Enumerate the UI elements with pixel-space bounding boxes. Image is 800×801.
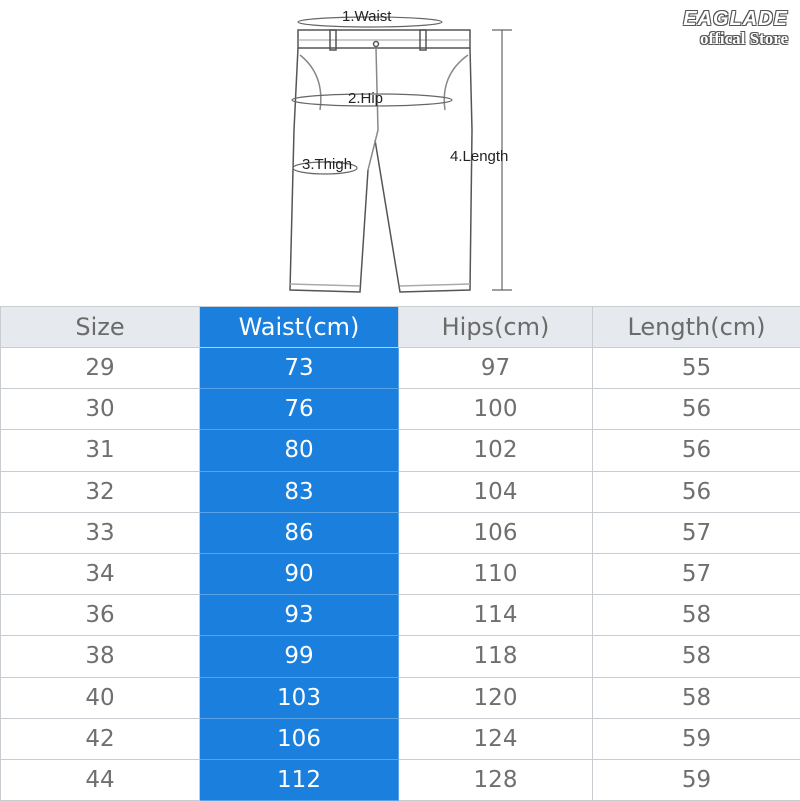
hip-label: 2.Hip: [348, 90, 383, 107]
table-row: [1, 512, 800, 553]
cell-length: 56: [593, 471, 800, 512]
cell-length: 56: [593, 430, 800, 471]
cell-length: 56: [593, 389, 800, 430]
cell-length: 58: [593, 636, 800, 677]
cell-length: 57: [593, 512, 800, 553]
cell-waist: 83: [200, 471, 399, 512]
cell-size: 33: [1, 512, 200, 553]
cell-length: 55: [593, 348, 800, 389]
size-chart-table: [0, 306, 800, 801]
table-row: [1, 759, 800, 800]
cell-size: 32: [1, 471, 200, 512]
cell-size: 38: [1, 636, 200, 677]
header-waist: Waist(cm): [200, 307, 399, 348]
table-row: [1, 348, 800, 389]
cell-hips: 106: [399, 512, 593, 553]
cell-hips: 124: [399, 718, 593, 759]
cell-hips: 97: [399, 348, 593, 389]
cell-hips: 128: [399, 759, 593, 800]
cell-size: 34: [1, 553, 200, 594]
brand-logo: [683, 8, 788, 49]
thigh-label: 3.Thigh: [302, 156, 352, 173]
cell-size: 40: [1, 677, 200, 718]
cell-hips: 102: [399, 430, 593, 471]
cell-waist: 80: [200, 430, 399, 471]
cell-length: 59: [593, 759, 800, 800]
cell-waist: 103: [200, 677, 399, 718]
cell-hips: 100: [399, 389, 593, 430]
cell-waist: 90: [200, 553, 399, 594]
table-row: [1, 636, 800, 677]
cell-hips: 118: [399, 636, 593, 677]
cell-size: 44: [1, 759, 200, 800]
cell-length: 58: [593, 595, 800, 636]
brand-subtitle: offical Store: [683, 29, 788, 49]
cell-waist: 99: [200, 636, 399, 677]
cell-waist: 76: [200, 389, 399, 430]
table-row: [1, 718, 800, 759]
cell-waist: 106: [200, 718, 399, 759]
cell-length: 57: [593, 553, 800, 594]
waist-label: 1.Waist: [342, 8, 391, 25]
cell-waist: 93: [200, 595, 399, 636]
header-length: Length(cm): [593, 307, 800, 348]
length-label: 4.Length: [450, 148, 508, 165]
table-row: [1, 471, 800, 512]
table-header-row: [1, 307, 800, 348]
header-size: Size: [1, 307, 200, 348]
cell-size: 42: [1, 718, 200, 759]
table-row: [1, 595, 800, 636]
cell-length: 59: [593, 718, 800, 759]
cell-waist: 112: [200, 759, 399, 800]
cell-hips: 104: [399, 471, 593, 512]
cell-size: 36: [1, 595, 200, 636]
cell-hips: 120: [399, 677, 593, 718]
cell-waist: 73: [200, 348, 399, 389]
cell-size: 30: [1, 389, 200, 430]
cell-waist: 86: [200, 512, 399, 553]
cell-hips: 114: [399, 595, 593, 636]
table-row: [1, 389, 800, 430]
table-row: [1, 677, 800, 718]
header-hips: Hips(cm): [399, 307, 593, 348]
table-row: [1, 553, 800, 594]
shorts-measurement-diagram: [270, 0, 530, 300]
cell-hips: 110: [399, 553, 593, 594]
table-row: [1, 430, 800, 471]
brand-name: EAGLADE: [683, 8, 788, 31]
cell-length: 58: [593, 677, 800, 718]
cell-size: 31: [1, 430, 200, 471]
cell-size: 29: [1, 348, 200, 389]
